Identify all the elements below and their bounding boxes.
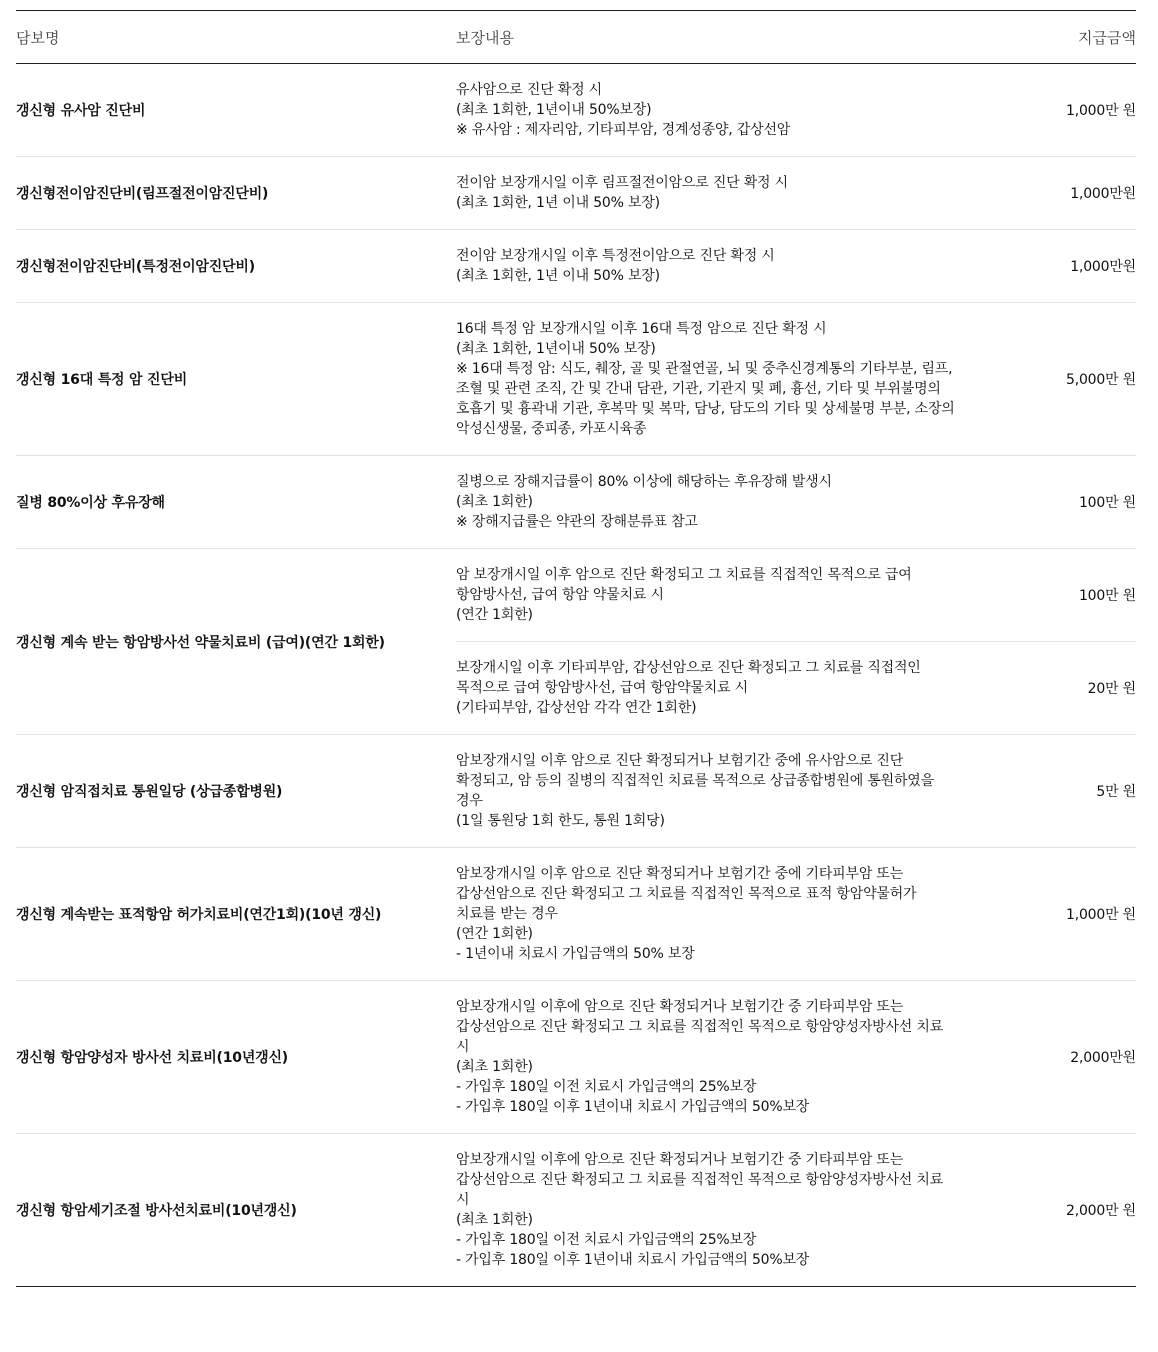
coverage-name: 갱신형전이암진단비(특정전이암진단비) (16, 259, 255, 275)
payment-amount: 100만 원 (1078, 588, 1136, 604)
description-line: - 가입후 180일 이전 치료시 가입금액의 25%보장 (456, 1232, 757, 1248)
description-line: 암보장개시일 이후 암으로 진단 확정되거나 보험기간 중에 유사암으로 진단 (456, 753, 904, 769)
description-line: 시 (456, 1039, 470, 1055)
coverage-item (456, 549, 1136, 641)
description-line: (최초 1회한, 1년이내 50%보장) (456, 102, 652, 118)
coverage-item (456, 735, 1136, 847)
table-row (16, 64, 1136, 157)
description-line: 유사암으로 진단 확정 시 (456, 82, 602, 98)
description-line: (기타피부암, 갑상선암 각각 연간 1회한) (456, 700, 697, 716)
table-row (16, 981, 1136, 1134)
payment-amount: 2,000만 원 (1066, 1203, 1136, 1219)
table-row (16, 1134, 1136, 1287)
description-line: 질병으로 장해지급률이 80% 이상에 해당하는 후유장해 발생시 (456, 474, 832, 490)
description-line: 조혈 및 관련 조직, 간 및 간내 담관, 기관, 기관지 및 폐, 흉선, 기타 및 부위불명의 (456, 381, 941, 397)
description-line: (연간 1회한) (456, 926, 533, 942)
table-row (16, 549, 1136, 735)
description-line: 16대 특정 암 보장개시일 이후 16대 특정 암으로 진단 확정 시 (456, 321, 827, 337)
coverage-item (456, 303, 1136, 455)
coverage-details (456, 157, 1136, 229)
table-row (16, 735, 1136, 848)
description-line: 전이암 보장개시일 이후 특정전이암으로 진단 확정 시 (456, 248, 775, 264)
header-desc: 보장내용 (456, 28, 514, 47)
coverage-description (456, 848, 976, 980)
coverage-details (456, 549, 1136, 734)
coverage-description (456, 64, 976, 156)
description-line: - 가입후 180일 이후 1년이내 치료시 가입금액의 50%보장 (456, 1252, 810, 1268)
coverage-item (456, 64, 1136, 156)
description-line: 암보장개시일 이후에 암으로 진단 확정되거나 보험기간 중 기타피부암 또는 (456, 999, 904, 1015)
coverage-details (456, 230, 1136, 302)
description-line: ※ 장해지급률은 약관의 장해분류표 참고 (456, 514, 698, 530)
coverage-description (456, 303, 976, 455)
coverage-name: 갱신형전이암진단비(림프절전이암진단비) (16, 186, 269, 202)
table-row (16, 303, 1136, 456)
coverage-description (456, 642, 976, 734)
coverage-name: 갱신형 계속받는 표적항암 허가치료비(연간1회)(10년 갱신) (16, 907, 382, 923)
table-header (16, 11, 1136, 64)
description-line: (최초 1회한, 1년 이내 50% 보장) (456, 195, 660, 211)
coverage-description (456, 230, 976, 302)
coverage-description (456, 735, 976, 847)
coverage-name: 갱신형 유사암 진단비 (16, 103, 146, 119)
coverage-details (456, 64, 1136, 156)
coverage-name: 갱신형 계속 받는 항암방사선 약물치료비 (급여)(연간 1회한) (16, 634, 385, 651)
payment-amount: 100만 원 (1078, 495, 1136, 511)
coverage-name: 질병 80%이상 후유장해 (16, 495, 165, 511)
description-line: 암 보장개시일 이후 암으로 진단 확정되고 그 치료를 직접적인 목적으로 급여 (456, 567, 912, 583)
coverage-details (456, 981, 1136, 1133)
coverage-item (456, 456, 1136, 548)
description-line: 전이암 보장개시일 이후 림프절전이암으로 진단 확정 시 (456, 175, 788, 191)
header-name: 담보명 (16, 28, 60, 47)
description-line: 악성신생물, 중피종, 카포시육종 (456, 421, 647, 437)
coverage-details (456, 303, 1136, 455)
payment-amount: 2,000만원 (1070, 1050, 1136, 1066)
description-line: 갑상선암으로 진단 확정되고 그 치료를 직접적인 목적으로 항암양성자방사선 치료 (456, 1019, 944, 1035)
coverage-item (456, 981, 1136, 1133)
payment-amount: 1,000만원 (1070, 259, 1136, 275)
payment-amount: 5만 원 (1096, 784, 1136, 800)
table-row (16, 456, 1136, 549)
coverage-table (16, 10, 1136, 1287)
coverage-item (456, 641, 1136, 734)
coverage-item (456, 1134, 1136, 1286)
description-line: 호흡기 및 흉곽내 기관, 후복막 및 복막, 담낭, 담도의 기타 및 상세불명 부분, 소장의 (456, 401, 955, 417)
description-line: 항암방사선, 급여 항암 약물치료 시 (456, 587, 664, 603)
coverage-name: 갱신형 암직접치료 통원일당 (상급종합병원) (16, 784, 283, 800)
description-line: 치료를 받는 경우 (456, 906, 558, 922)
coverage-name: 갱신형 항암세기조절 방사선치료비(10년갱신) (16, 1203, 297, 1219)
coverage-description (456, 1134, 976, 1286)
coverage-details (456, 1134, 1136, 1286)
description-line: (연간 1회한) (456, 607, 533, 623)
table-row (16, 230, 1136, 303)
description-line: (최초 1회한) (456, 1212, 533, 1228)
coverage-item (456, 848, 1136, 980)
coverage-item (456, 157, 1136, 229)
table-row (16, 848, 1136, 981)
description-line: 목적으로 급여 항암방사선, 급여 항암약물치료 시 (456, 680, 748, 696)
description-line: ※ 유사암 : 제자리암, 기타피부암, 경계성종양, 갑상선암 (456, 122, 791, 138)
table-body (16, 64, 1136, 1287)
description-line: (최초 1회한, 1년이내 50% 보장) (456, 341, 656, 357)
description-line: 암보장개시일 이후 암으로 진단 확정되거나 보험기간 중에 기타피부암 또는 (456, 866, 904, 882)
coverage-details (456, 456, 1136, 548)
payment-amount: 5,000만 원 (1066, 372, 1136, 388)
description-line: 갑상선암으로 진단 확정되고 그 치료를 직접적인 목적으로 항암양성자방사선 치료 (456, 1172, 944, 1188)
payment-amount: 1,000만원 (1070, 186, 1136, 202)
description-line: ※ 16대 특정 암: 식도, 췌장, 골 및 관절연골, 뇌 및 중추신경계통의 기타부분, 림프, (456, 361, 953, 377)
description-line: (최초 1회한) (456, 1059, 533, 1075)
payment-amount: 20만 원 (1087, 681, 1136, 697)
coverage-description (456, 456, 976, 548)
coverage-name: 갱신형 항암양성자 방사선 치료비(10년갱신) (16, 1050, 289, 1066)
coverage-description (456, 549, 976, 641)
coverage-description (456, 157, 976, 229)
description-line: - 가입후 180일 이후 1년이내 치료시 가입금액의 50%보장 (456, 1099, 810, 1115)
description-line: - 1년이내 치료시 가입금액의 50% 보장 (456, 946, 695, 962)
coverage-details (456, 735, 1136, 847)
payment-amount: 1,000만 원 (1066, 103, 1136, 119)
coverage-item (456, 230, 1136, 302)
coverage-description (456, 981, 976, 1133)
description-line: 보장개시일 이후 기타피부암, 갑상선암으로 진단 확정되고 그 치료를 직접적인 (456, 660, 921, 676)
description-line: 갑상선암으로 진단 확정되고 그 치료를 직접적인 목적으로 표적 항암약물허가 (456, 886, 917, 902)
table-row (16, 157, 1136, 230)
coverage-details (456, 848, 1136, 980)
description-line: (1일 통원당 1회 한도, 통원 1회당) (456, 813, 665, 829)
description-line: (최초 1회한, 1년 이내 50% 보장) (456, 268, 660, 284)
payment-amount: 1,000만 원 (1066, 907, 1136, 923)
description-line: 시 (456, 1192, 470, 1208)
description-line: 경우 (456, 793, 483, 809)
header-amount: 지급금액 (1078, 28, 1136, 47)
description-line: 암보장개시일 이후에 암으로 진단 확정되거나 보험기간 중 기타피부암 또는 (456, 1152, 904, 1168)
description-line: (최초 1회한) (456, 494, 533, 510)
coverage-name: 갱신형 16대 특정 암 진단비 (16, 372, 188, 388)
description-line: 확정되고, 암 등의 질병의 직접적인 치료를 목적으로 상급종합병원에 통원하였을 (456, 773, 934, 789)
description-line: - 가입후 180일 이전 치료시 가입금액의 25%보장 (456, 1079, 757, 1095)
